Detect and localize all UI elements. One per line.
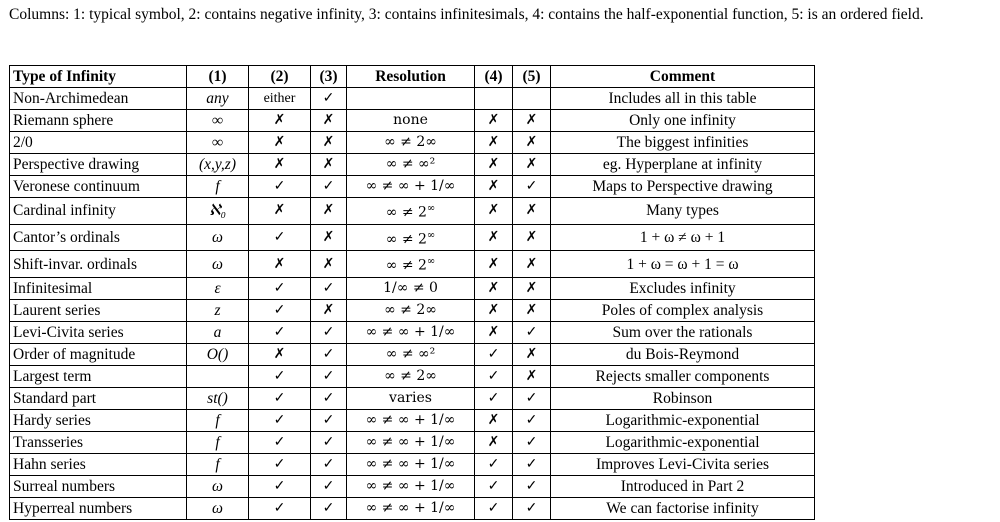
cell-half-exponential: ✓ — [475, 387, 513, 409]
table-body — [10, 88, 815, 520]
cell-infinitesimals: ✗ — [311, 251, 347, 278]
cell-type: Perspective drawing — [10, 154, 187, 176]
cell-half-exponential: ✗ — [475, 409, 513, 431]
cell-negative-infinity: ✓ — [249, 409, 311, 431]
cell-type: Surreal numbers — [10, 475, 187, 497]
cell-resolution: ∞ ≠ ∞ + 1/∞ — [347, 321, 475, 343]
cell-infinitesimals: ✓ — [311, 453, 347, 475]
cell-comment: eg. Hyperplane at infinity — [551, 154, 815, 176]
cell-ordered-field: ✗ — [513, 251, 551, 278]
infinity-types-table — [9, 65, 815, 520]
cell-infinitesimals: ✓ — [311, 365, 347, 387]
cell-ordered-field: ✗ — [513, 277, 551, 299]
table-header-row — [10, 66, 815, 88]
cell-type: Standard part — [10, 387, 187, 409]
cell-infinitesimals: ✓ — [311, 321, 347, 343]
cell-ordered-field: ✗ — [513, 154, 551, 176]
cell-half-exponential: ✗ — [475, 132, 513, 154]
table-row — [10, 431, 815, 453]
cell-symbol: ω — [187, 251, 249, 278]
cell-resolution — [347, 88, 475, 110]
cell-comment: Logarithmic-exponential — [551, 431, 815, 453]
cell-type: Largest term — [10, 365, 187, 387]
table-row — [10, 198, 815, 225]
table-row — [10, 475, 815, 497]
cell-comment: Only one infinity — [551, 110, 815, 132]
cell-infinitesimals: ✗ — [311, 299, 347, 321]
cell-negative-infinity: ✓ — [249, 299, 311, 321]
table-row — [10, 343, 815, 365]
table-row — [10, 321, 815, 343]
cell-symbol: ω — [187, 475, 249, 497]
cell-infinitesimals: ✗ — [311, 154, 347, 176]
cell-negative-infinity: ✓ — [249, 431, 311, 453]
table-row — [10, 453, 815, 475]
cell-comment: We can factorise infinity — [551, 497, 815, 519]
cell-symbol: ω — [187, 497, 249, 519]
cell-negative-infinity: ✗ — [249, 110, 311, 132]
cell-type: Order of magnitude — [10, 343, 187, 365]
cell-symbol: f — [187, 431, 249, 453]
cell-negative-infinity: ✓ — [249, 475, 311, 497]
cell-type: Infinitesimal — [10, 277, 187, 299]
table-row — [10, 224, 815, 251]
cell-half-exponential: ✗ — [475, 198, 513, 225]
table-row — [10, 251, 815, 278]
cell-resolution: 1/∞ ≠ 0 — [347, 277, 475, 299]
cell-ordered-field: ✓ — [513, 453, 551, 475]
table-row — [10, 132, 815, 154]
cell-infinitesimals: ✓ — [311, 475, 347, 497]
table-row — [10, 277, 815, 299]
cell-symbol: O() — [187, 343, 249, 365]
cell-comment: Sum over the rationals — [551, 321, 815, 343]
cell-resolution: varies — [347, 387, 475, 409]
cell-infinitesimals: ✗ — [311, 110, 347, 132]
cell-half-exponential: ✗ — [475, 110, 513, 132]
cell-symbol: f — [187, 453, 249, 475]
cell-symbol: a — [187, 321, 249, 343]
cell-infinitesimals: ✓ — [311, 88, 347, 110]
cell-resolution: ∞ ≠ 2∞ — [347, 132, 475, 154]
table-row — [10, 176, 815, 198]
header-resolution: Resolution — [347, 66, 475, 88]
header-comment: Comment — [551, 66, 815, 88]
cell-resolution: ∞ ≠ ∞ + 1/∞ — [347, 453, 475, 475]
cell-negative-infinity: ✗ — [249, 154, 311, 176]
cell-half-exponential: ✗ — [475, 321, 513, 343]
exponent: ∞ — [426, 256, 436, 268]
cell-symbol: st() — [187, 387, 249, 409]
header-type-of-infinity: Type of Infinity — [10, 66, 187, 88]
cell-symbol: ε — [187, 277, 249, 299]
cell-negative-infinity: ✓ — [249, 224, 311, 251]
cell-comment: Maps to Perspective drawing — [551, 176, 815, 198]
cell-symbol: (x,y,z) — [187, 154, 249, 176]
cell-infinitesimals: ✓ — [311, 277, 347, 299]
cell-type: Hahn series — [10, 453, 187, 475]
cell-resolution: ∞ ≠ 2∞ — [347, 251, 475, 278]
cell-resolution: ∞ ≠ 2∞ — [347, 224, 475, 251]
table-row — [10, 154, 815, 176]
cell-ordered-field: ✓ — [513, 387, 551, 409]
header-col-5: (5) — [513, 66, 551, 88]
cell-negative-infinity: ✓ — [249, 321, 311, 343]
cell-comment: Robinson — [551, 387, 815, 409]
cell-ordered-field: ✗ — [513, 132, 551, 154]
cell-negative-infinity: ✓ — [249, 387, 311, 409]
cell-half-exponential: ✓ — [475, 453, 513, 475]
exponent: ∞ — [426, 229, 436, 241]
cell-half-exponential: ✓ — [475, 497, 513, 519]
cell-resolution: ∞ ≠ ∞ + 1/∞ — [347, 409, 475, 431]
cell-half-exponential: ✗ — [475, 251, 513, 278]
cell-ordered-field: ✗ — [513, 224, 551, 251]
cell-comment: Improves Levi-Civita series — [551, 453, 815, 475]
cell-resolution: ∞ ≠ ∞ + 1/∞ — [347, 475, 475, 497]
cell-type: Hardy series — [10, 409, 187, 431]
cell-resolution: ∞ ≠ 2∞ — [347, 365, 475, 387]
cell-negative-infinity: ✗ — [249, 198, 311, 225]
cell-symbol: any — [187, 88, 249, 110]
cell-resolution: ∞ ≠ ∞ + 1/∞ — [347, 431, 475, 453]
cell-resolution: ∞ ≠ ∞ + 1/∞ — [347, 176, 475, 198]
cell-ordered-field: ✓ — [513, 497, 551, 519]
cell-ordered-field — [513, 88, 551, 110]
cell-symbol: ∞ — [187, 110, 249, 132]
cell-ordered-field: ✗ — [513, 343, 551, 365]
table-caption: Columns: 1: typical symbol, 2: contains negative infinity, 3: contains infinitesimals, 4: contains the half-exponential function, 5: is an ordered field. — [9, 6, 924, 23]
cell-resolution: ∞ ≠ 2∞ — [347, 198, 475, 225]
header-col-3: (3) — [311, 66, 347, 88]
cell-type: 2/0 — [10, 132, 187, 154]
cell-negative-infinity: ✓ — [249, 365, 311, 387]
table-row — [10, 88, 815, 110]
cell-half-exponential: ✗ — [475, 224, 513, 251]
cell-infinitesimals: ✓ — [311, 409, 347, 431]
cell-type: Hyperreal numbers — [10, 497, 187, 519]
cell-half-exponential: ✗ — [475, 299, 513, 321]
cell-negative-infinity: either — [249, 88, 311, 110]
cell-resolution: none — [347, 110, 475, 132]
cell-ordered-field: ✗ — [513, 365, 551, 387]
cell-symbol: f — [187, 409, 249, 431]
cell-half-exponential: ✗ — [475, 277, 513, 299]
cell-type: Cantor’s ordinals — [10, 224, 187, 251]
cell-comment: 1 + ω = ω + 1 = ω — [551, 251, 815, 278]
cell-ordered-field: ✗ — [513, 299, 551, 321]
exponent: ∞ — [426, 203, 436, 214]
cell-ordered-field: ✓ — [513, 431, 551, 453]
cell-negative-infinity: ✗ — [249, 132, 311, 154]
cell-infinitesimals: ✓ — [311, 387, 347, 409]
cell-negative-infinity: ✓ — [249, 277, 311, 299]
cell-type: Levi-Civita series — [10, 321, 187, 343]
cell-ordered-field: ✓ — [513, 409, 551, 431]
cell-type: Non-Archimedean — [10, 88, 187, 110]
cell-type: Shift-invar. ordinals — [10, 251, 187, 278]
table-row — [10, 387, 815, 409]
cell-infinitesimals: ✗ — [311, 224, 347, 251]
cell-symbol: ∞ — [187, 132, 249, 154]
table-row — [10, 409, 815, 431]
cell-symbol: ω — [187, 224, 249, 251]
cell-comment: The biggest infinities — [551, 132, 815, 154]
cell-ordered-field: ✓ — [513, 475, 551, 497]
cell-type: Riemann sphere — [10, 110, 187, 132]
table-row — [10, 299, 815, 321]
cell-comment: 1 + ω ≠ ω + 1 — [551, 224, 815, 251]
cell-comment: Rejects smaller components — [551, 365, 815, 387]
cell-negative-infinity: ✗ — [249, 251, 311, 278]
cell-resolution: ∞ ≠ 2∞ — [347, 299, 475, 321]
cell-resolution: ∞ ≠ ∞ + 1/∞ — [347, 497, 475, 519]
cell-type: Cardinal infinity — [10, 198, 187, 225]
header-col-2: (2) — [249, 66, 311, 88]
cell-comment: Introduced in Part 2 — [551, 475, 815, 497]
cell-infinitesimals: ✓ — [311, 431, 347, 453]
cell-ordered-field: ✗ — [513, 198, 551, 225]
table-row — [10, 497, 815, 519]
cell-symbol: ℵ₀ — [187, 198, 249, 225]
cell-comment: Poles of complex analysis — [551, 299, 815, 321]
table-row — [10, 110, 815, 132]
cell-negative-infinity: ✓ — [249, 176, 311, 198]
cell-half-exponential: ✓ — [475, 365, 513, 387]
cell-infinitesimals: ✓ — [311, 176, 347, 198]
cell-comment: du Bois-Reymond — [551, 343, 815, 365]
cell-infinitesimals: ✗ — [311, 198, 347, 225]
cell-ordered-field: ✓ — [513, 321, 551, 343]
cell-negative-infinity: ✓ — [249, 453, 311, 475]
header-col-1: (1) — [187, 66, 249, 88]
cell-type: Veronese continuum — [10, 176, 187, 198]
cell-negative-infinity: ✗ — [249, 343, 311, 365]
header-col-4: (4) — [475, 66, 513, 88]
cell-half-exponential — [475, 88, 513, 110]
cell-infinitesimals: ✓ — [311, 343, 347, 365]
cell-comment: Includes all in this table — [551, 88, 815, 110]
cell-infinitesimals: ✓ — [311, 497, 347, 519]
cell-comment: Excludes infinity — [551, 277, 815, 299]
cell-resolution: ∞ ≠ ∞² — [347, 154, 475, 176]
cell-ordered-field: ✓ — [513, 176, 551, 198]
cell-symbol: z — [187, 299, 249, 321]
cell-symbol: f — [187, 176, 249, 198]
cell-half-exponential: ✗ — [475, 431, 513, 453]
cell-ordered-field: ✗ — [513, 110, 551, 132]
cell-comment: Many types — [551, 198, 815, 225]
table-row — [10, 365, 815, 387]
cell-symbol — [187, 365, 249, 387]
cell-half-exponential: ✗ — [475, 176, 513, 198]
cell-half-exponential: ✓ — [475, 475, 513, 497]
cell-type: Laurent series — [10, 299, 187, 321]
cell-half-exponential: ✗ — [475, 154, 513, 176]
cell-type: Transseries — [10, 431, 187, 453]
cell-resolution: ∞ ≠ ∞² — [347, 343, 475, 365]
cell-infinitesimals: ✗ — [311, 132, 347, 154]
cell-comment: Logarithmic-exponential — [551, 409, 815, 431]
cell-negative-infinity: ✓ — [249, 497, 311, 519]
cell-half-exponential: ✓ — [475, 343, 513, 365]
